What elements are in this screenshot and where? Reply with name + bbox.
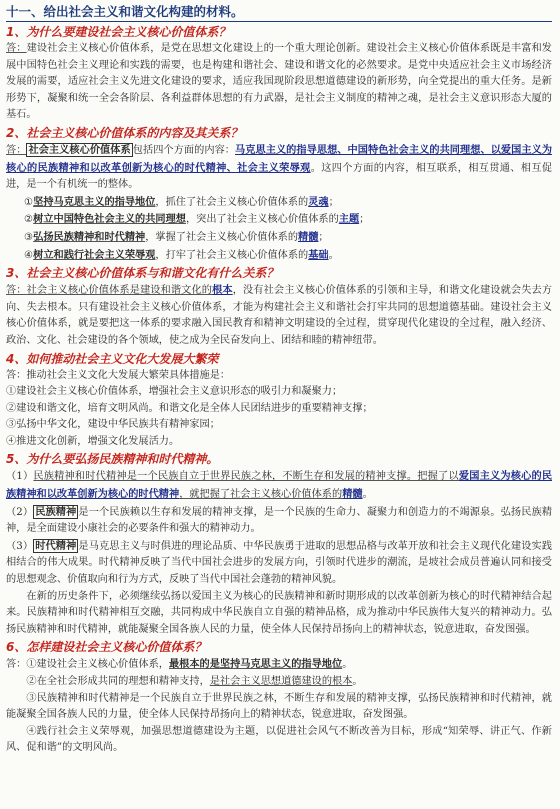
- answer-text: 社会主义核心价值体系是建设和谐文化的: [26, 285, 213, 297]
- question-5-paragraph-3: （3） 时代精神 是马克思主义与时俱进的理论品质、中华民族勇于进取的思想品格与改革开放和社会主义现代化建设实践相结合的伟大成果。时代精神反映了当代中国社会进步的发展方向，引领时代进步的潮流，是坡社会成员普遍认同和接受的思想观念、价值取向和行为方式，反映了当代中国社会蓬勃的精神风貌。: [6, 539, 553, 586]
- list-item: ②建设和谐文化，培育文明风尚。和谐文化是全体人民团结进步的重要精神支撑；: [6, 402, 373, 414]
- list-item: ①坚持马克思主义的指导地位，抓住了社会主义核心价值体系的灵魂；: [24, 195, 339, 208]
- boxed-term: 时代精神: [35, 539, 77, 552]
- question-2-heading: 2、社会主义核心价值体系的内容及其关系？: [6, 125, 243, 140]
- question-6-item-1: 答：①建设社会主义核心价值体系，最根本的是坚持马克思主义的指导地位。: [6, 658, 353, 671]
- question-1-answer: [6, 41, 552, 124]
- key-term: 根本: [212, 284, 233, 297]
- question-4-heading: 4、如何推动社会主义文化大发展大繁荣: [6, 351, 219, 366]
- highlighted-text: 马克思主义的指导思想、中国特色社会主义的共同理想、以爱国主义为核心的民族精神和以改革创新为核心的时代精神、社会主义荣辱观: [6, 143, 553, 174]
- list-item: ④树立和践行社会主义荣辱观，打牢了社会主义核心价值体系的基础。: [24, 248, 339, 261]
- question-6-heading: 6、怎样建设社会主义核心价值体系？: [6, 640, 207, 655]
- question-6-item-2: ②在全社会形成共同的理想和精神支持，是社会主义思想道德建设的根本。: [26, 676, 363, 687]
- question-3-heading: 3、社会主义核心价值体系与和谐文化有什么关系？: [6, 266, 279, 281]
- question-3-answer: [6, 282, 552, 349]
- answer-prefix: 答：: [6, 43, 27, 54]
- question-5-paragraph-4: 在新的历史条件下，必须继续弘扬以爱国主义为核心的民族精神和新时期形成的以改革创新为核心的时代精神结合起来。民族精神和时代精神相互交融，共同构成中华民族自立自强的精神品格，成为推动中华民族伟大复兴的精神动力。弘扬民族精神和时代精神，就能凝聚全国各族人民的力量，使全体人民保持昂扬向上的精神状态，锐意进取，奋发图强。: [6, 590, 552, 635]
- question-6-item-3: ③民族精神和时代精神是一个民族自立于世界民族之林，不断生存和发展的精神支撑，弘扬民族精神和时代精神，就能凝聚全国各族人民的力量，使全体人民保持昂扬向上的精神状态，锐意进取，奋发图强。: [6, 692, 552, 721]
- list-item: ①建设社会主义核心价值体系，增强社会主义意识形态的吸引力和凝聚力；: [6, 386, 343, 398]
- boxed-term: 民族精神: [35, 505, 77, 518]
- list-item: ③弘扬中华文化，建设中华民族共有精神家园；: [6, 419, 220, 431]
- answer-prefix: 答：: [6, 285, 27, 297]
- list-item: ③弘扬民族精神和时代精神，掌握了社会主义核心价值体系的精髓；: [24, 230, 329, 243]
- question-1-heading: 1、为什么要建设社会主义核心价值体系？: [6, 25, 231, 39]
- list-item: ②树立中国特色社会主义的共同理想，突出了社会主义核心价值体系的主题；: [24, 213, 370, 226]
- question-6-item-4: ④践行社会主义荣辱观，加强思想道德建设为主题，以促进社会风气不断改善为目标，形成“知荣辱、讲正气、作新风、促和谐”的文明风尚。: [6, 725, 552, 754]
- answer-prefix: 答：: [6, 144, 27, 156]
- question-4-intro: 答：推动社会主义文化大发展大繁荣具体措施是：: [6, 369, 231, 381]
- question-2-answer: [6, 142, 552, 194]
- question-5-paragraph-2: （2） 民族精神 是一个民族赖以生存和发展的精神支撑，是一个民族的生命力、凝聚力和创造力的不竭源泉。弘扬民族精神，是全面建设小康社会的必要条件和强大的精神动力。: [6, 505, 553, 535]
- answer-text: ，没有社会主义核心价值体系的引领和主导，和谐文化建设就会失去方向、失去根本。只有建设社会主义核心价值体系，才能为构建社会主义和谐社会打牢共同的思想道德基础。建设社会主义核心价值体系，就是要把这一体系的要求融入国民教育和精神文明建设的全过程，贯穿现代化建设的全过程，融入经济、政治、文化、社会建设的各个领域，使之成为全民奋发向上、团结和睦的精神纽带。: [6, 285, 553, 346]
- boxed-term: 社会主义核心价值体系: [28, 143, 131, 156]
- list-item: ④推进文化创新，增强文化发展活力。: [6, 435, 180, 447]
- question-5-paragraph-1: （1）民族精神和时代精神是一个民族自立于世界民族之林，不断生存和发展的精神支撑。把握了以爱国主义为核心的民族精神和以改革创新为核心的时代精神，就把握了社会主义核心价值体系的精髓。: [6, 470, 553, 501]
- answer-text: 建设社会主义核心价值体系，是党在思想文化建设上的一个重大理论创新。建设社会主义核心价值体系既是丰富和发展中国特色社会主义理论和实践的需要，也是构建和谐社会、建设和谐文化的必然要求。是党中央适应社会主义市场经济发展的需要，适应社会主义先进文化建设的要求，适应我国现阶段思想道德建设的新形势，向全党提出的重大任务。是新形势下，凝聚和统一全会各阶层、各利益群体思想的有力武器，是社会主义制度的精神之魂，是社会主义意识形态大厦的基石。: [6, 43, 552, 121]
- page-title: 十一、给出社会主义和谐文化构建的材料。: [6, 4, 552, 22]
- answer-text: 包括四个方面的内容：: [132, 144, 236, 156]
- answer-text: 。这四个方面的内容，相互联系，相互贯通、相互促进，是一个有机统一的整体。: [6, 162, 553, 191]
- question-5-heading: 5、为什么要弘扬民族精神和时代精神。: [6, 452, 219, 467]
